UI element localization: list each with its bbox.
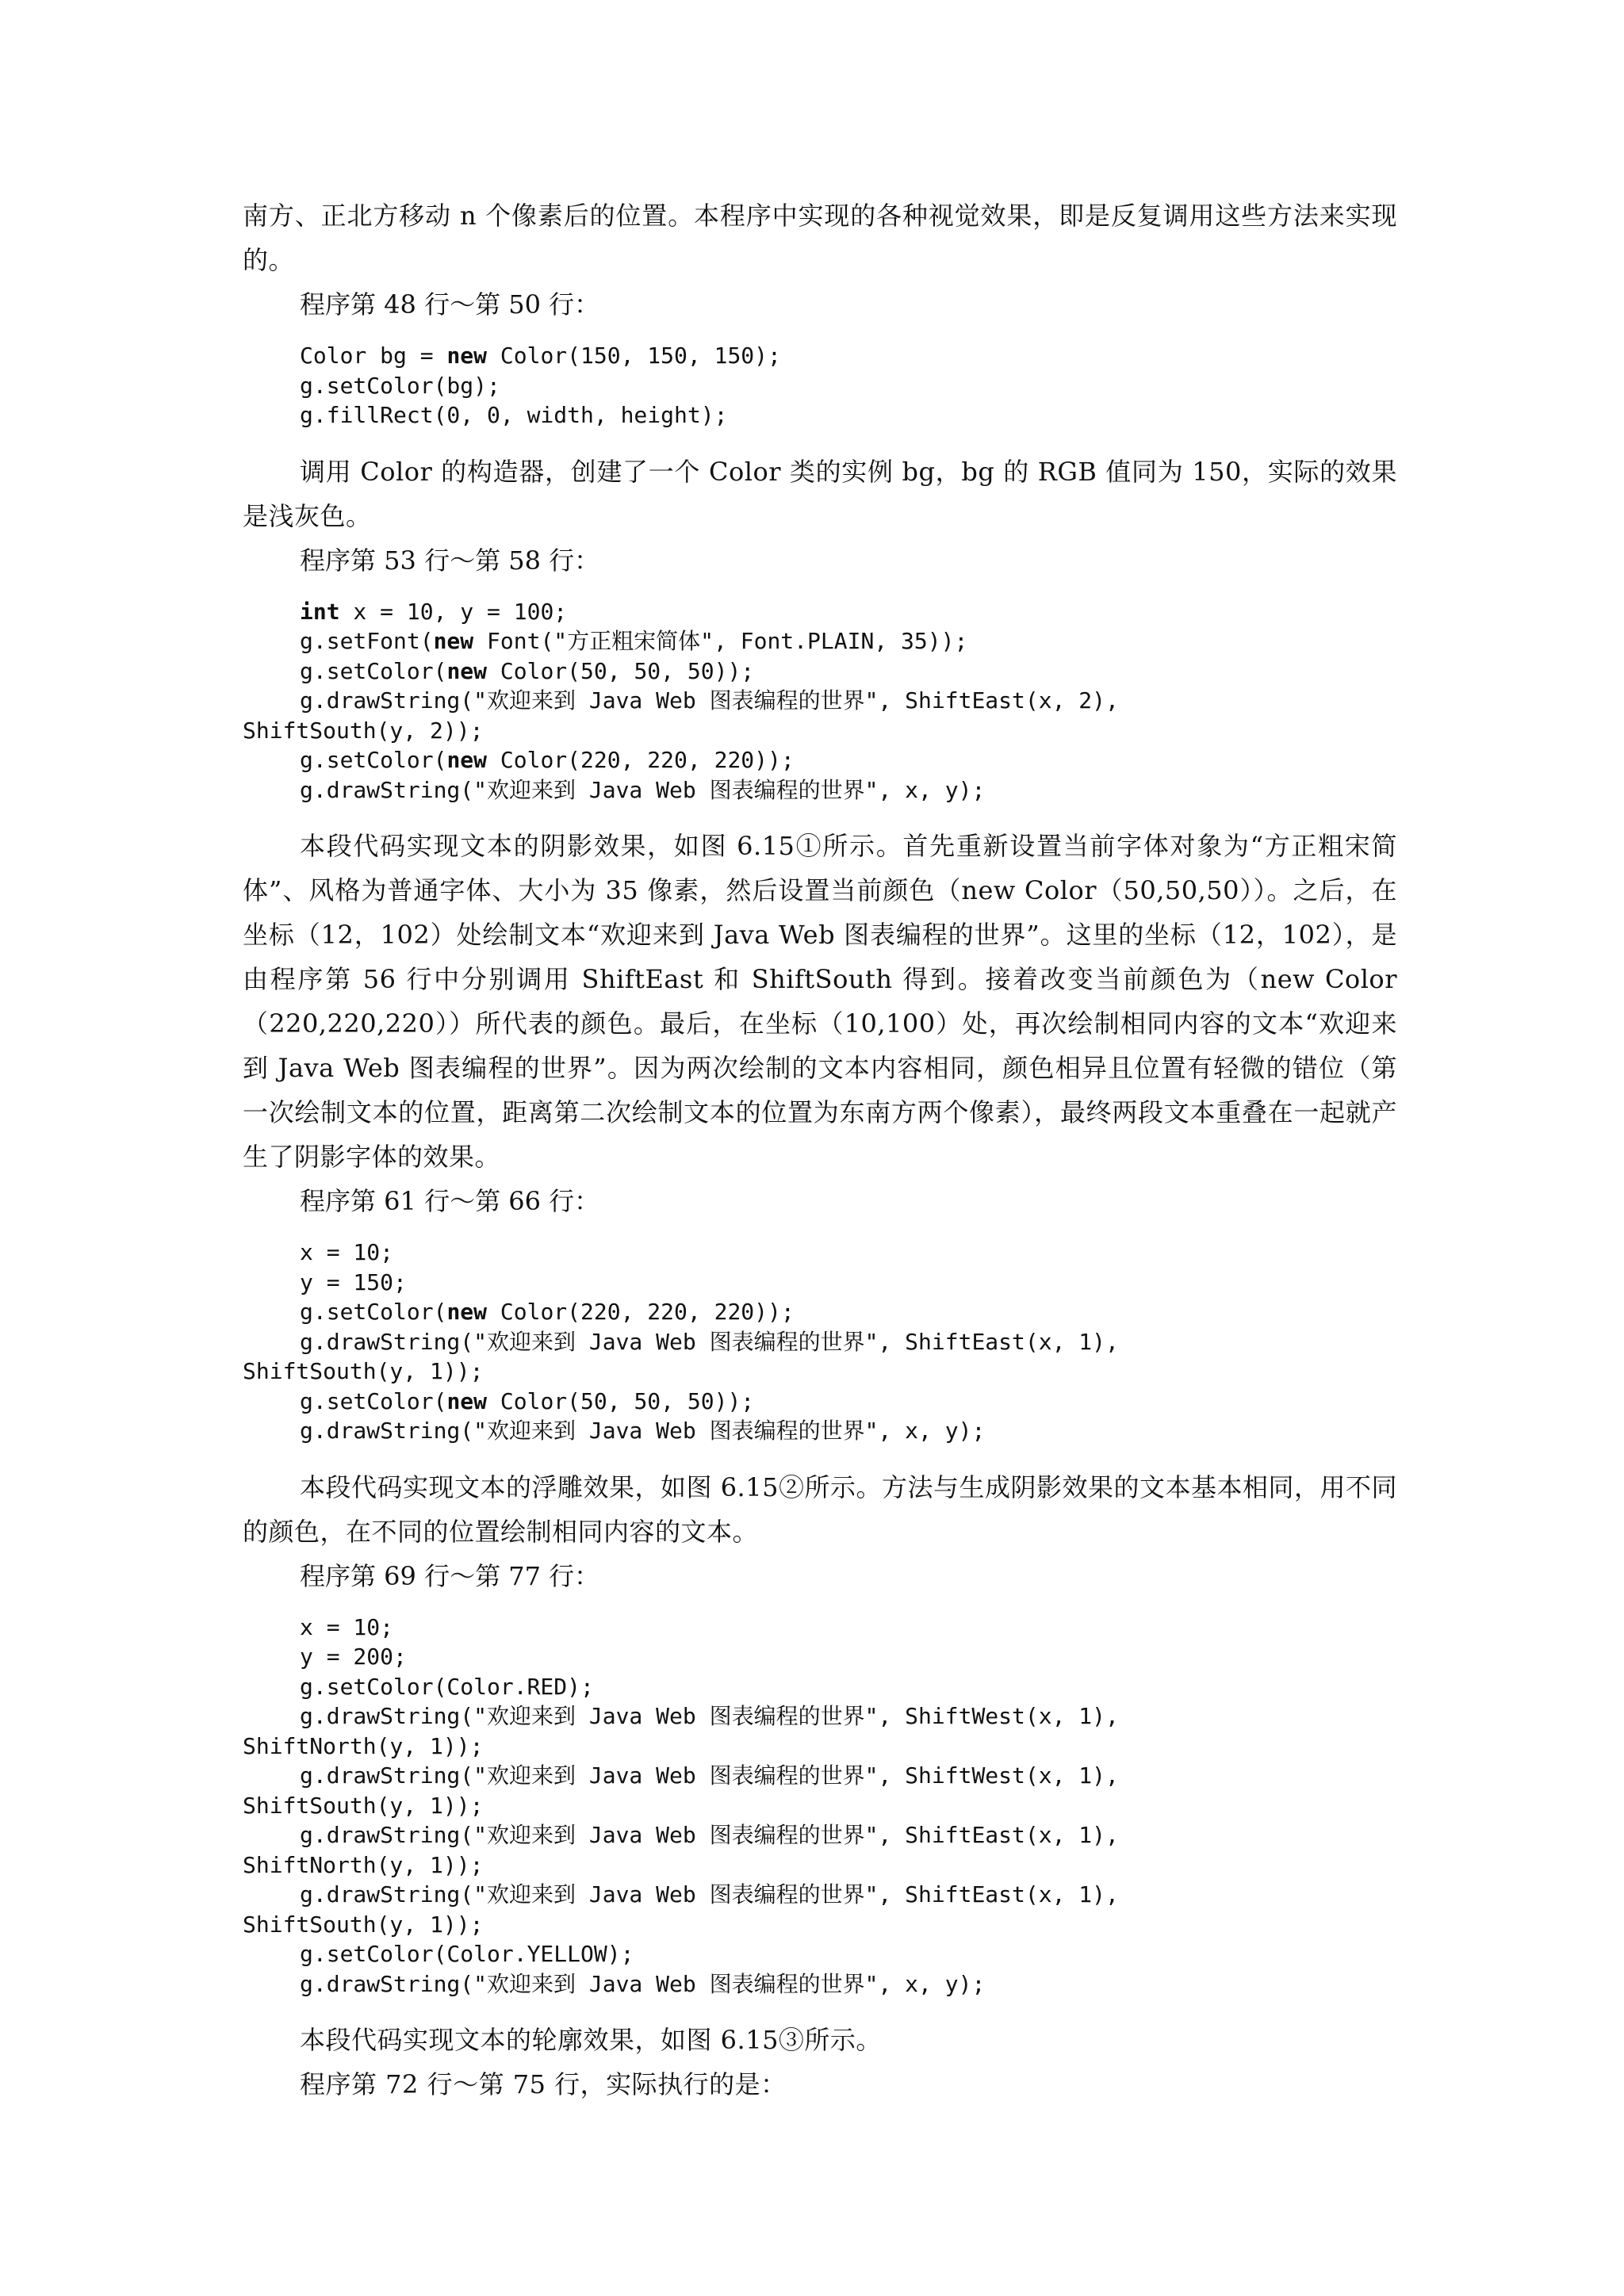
code-line	[300, 1701, 1397, 1732]
code-text: g.drawString("欢迎来到 Java Web 图表编程的世界", ShiftWest(x, 1),	[300, 1703, 1119, 1729]
code-line	[300, 400, 1397, 430]
code-line	[243, 1357, 1397, 1387]
code-line	[300, 341, 1397, 371]
code-text: g.fillRect(0, 0, width, height);	[300, 402, 728, 428]
code-text: Color(220, 220, 220));	[487, 747, 795, 773]
label-lines-69-77: 程序第 69 行～第 77 行：	[300, 1560, 600, 1591]
code-line	[300, 1238, 1397, 1268]
code-text: g.drawString("欢迎来到 Java Web 图表编程的世界", ShiftWest(x, 1),	[300, 1762, 1119, 1789]
code-block-1	[243, 341, 1397, 430]
code-keyword: new	[446, 342, 488, 369]
code-line	[300, 1969, 1397, 1999]
code-text: g.drawString("欢迎来到 Java Web 图表编程的世界", x, y);	[300, 1418, 986, 1444]
code-line	[300, 1939, 1397, 1969]
code-block-4	[243, 1613, 1397, 1999]
code-text: g.setColor(	[300, 657, 447, 684]
code-keyword: new	[446, 1387, 488, 1414]
code-text: Color(50, 50, 50));	[487, 657, 755, 684]
code-line	[300, 1416, 1397, 1446]
code-text: ShiftNorth(y, 1));	[243, 1732, 484, 1759]
code-text: ShiftNorth(y, 1));	[243, 1851, 484, 1878]
code-keyword: new	[446, 657, 488, 684]
code-line	[243, 1850, 1397, 1881]
code-line	[300, 626, 1397, 656]
code-text: g.setColor(bg);	[300, 372, 500, 399]
code-text: g.drawString("欢迎来到 Java Web 图表编程的世界", ShiftEast(x, 1),	[300, 1328, 1119, 1355]
code-text: x = 10;	[300, 1613, 394, 1640]
code-block-3	[243, 1238, 1397, 1446]
code-text: g.drawString("欢迎来到 Java Web 图表编程的世界", x, y);	[300, 776, 986, 803]
code-line	[300, 775, 1397, 806]
code-keyword: new	[433, 628, 474, 654]
code-text: g.drawString("欢迎来到 Java Web 图表编程的世界", ShiftEast(x, 1),	[300, 1881, 1119, 1908]
code-text: g.setColor(	[300, 747, 447, 773]
document-page	[243, 193, 1397, 2107]
code-text: g.setColor(Color.RED);	[300, 1673, 594, 1700]
code-text: ShiftSouth(y, 1));	[243, 1792, 484, 1819]
label-lines-53-58: 程序第 53 行～第 58 行：	[300, 545, 600, 576]
code-keyword: new	[446, 747, 488, 773]
paragraph-intro: 南方、正北方移动 n 个像素后的位置。本程序中实现的各种视觉效果，即是反复调用这些方法来实现的。	[243, 201, 1397, 275]
code-line	[300, 656, 1397, 687]
label-lines-61-66: 程序第 61 行～第 66 行：	[300, 1186, 600, 1216]
code-text: x = 10;	[300, 1239, 394, 1265]
code-block-2	[243, 597, 1397, 806]
code-text: ShiftSouth(y, 1));	[243, 1911, 484, 1938]
code-line	[243, 1791, 1397, 1821]
code-text: g.setFont(	[300, 628, 434, 654]
code-keyword: new	[446, 1299, 488, 1325]
code-text: g.setColor(	[300, 1299, 447, 1325]
code-line	[300, 686, 1397, 716]
code-line	[300, 745, 1397, 775]
code-line	[300, 1761, 1397, 1791]
code-text: g.drawString("欢迎来到 Java Web 图表编程的世界", ShiftEast(x, 2),	[300, 687, 1119, 714]
code-line	[300, 1387, 1397, 1417]
code-line	[300, 1613, 1397, 1643]
code-text: Color bg =	[300, 342, 447, 369]
code-line	[300, 1268, 1397, 1298]
paragraph-color: 调用 Color 的构造器，创建了一个 Color 类的实例 bg，bg 的 RGB 值同为 150，实际的效果是浅灰色。	[243, 456, 1397, 531]
code-line	[300, 371, 1397, 401]
code-text: y = 200;	[300, 1644, 407, 1670]
code-keyword: int	[300, 598, 340, 625]
code-text: Font("方正粗宋简体", Font.PLAIN, 35));	[473, 628, 968, 654]
code-text: Color(150, 150, 150);	[487, 342, 781, 369]
code-line	[300, 1297, 1397, 1327]
paragraph-emboss: 本段代码实现文本的浮雕效果，如图 6.15②所示。方法与生成阴影效果的文本基本相同，用不同的颜色，在不同的位置绘制相同内容的文本。	[243, 1471, 1397, 1547]
code-line	[300, 1672, 1397, 1702]
code-line	[243, 1910, 1397, 1940]
paragraph-last: 程序第 72 行～第 75 行，实际执行的是：	[300, 2069, 787, 2099]
code-text: ShiftSouth(y, 2));	[243, 717, 484, 744]
code-text: y = 150;	[300, 1269, 407, 1295]
code-line	[300, 1880, 1397, 1910]
paragraph-outline: 本段代码实现文本的轮廓效果，如图 6.15③所示。	[300, 2025, 882, 2055]
code-text: x = 10, y = 100;	[339, 598, 568, 625]
code-text: Color(50, 50, 50));	[487, 1387, 755, 1414]
code-line	[300, 1642, 1397, 1672]
code-line	[300, 597, 1397, 627]
code-text: g.setColor(Color.YELLOW);	[300, 1941, 634, 1967]
code-line	[300, 1820, 1397, 1850]
code-text: g.drawString("欢迎来到 Java Web 图表编程的世界", ShiftEast(x, 1),	[300, 1822, 1119, 1848]
paragraph-shadow: 本段代码实现文本的阴影效果，如图 6.15①所示。首先重新设置当前字体对象为“方正粗宋简体”、风格为普通字体、大小为 35 像素，然后设置当前颜色（new Color（50,50,50））。之后，在坐标（12，102）处绘制文本“欢迎来到 Java Web 图表编程的世界”。这里的坐标（12，102），是由程序第 56 行中分别调用 ShiftEast 和 ShiftSouth 得到。接着改变当前颜色为（new Color（220,220,220））所代表的颜色。最后，在坐标（10,100）处，再次绘制相同内容的文本“欢迎来到 Java Web 图表编程的世界”。因为两次绘制的文本内容相同，颜色相异且位置有轻微的错位（第一次绘制文本的位置，距离第二次绘制文本的位置为东南方两个像素），最终两段文本重叠在一起就产生了阴影字体的效果。	[243, 831, 1397, 1172]
code-text: g.drawString("欢迎来到 Java Web 图表编程的世界", x, y);	[300, 1970, 986, 1997]
code-text: Color(220, 220, 220));	[487, 1299, 795, 1325]
code-line	[243, 1732, 1397, 1762]
label-lines-48-50: 程序第 48 行～第 50 行：	[300, 289, 600, 320]
code-text: ShiftSouth(y, 1));	[243, 1358, 484, 1384]
code-line	[243, 716, 1397, 746]
code-line	[300, 1327, 1397, 1357]
code-text: g.setColor(	[300, 1387, 447, 1414]
